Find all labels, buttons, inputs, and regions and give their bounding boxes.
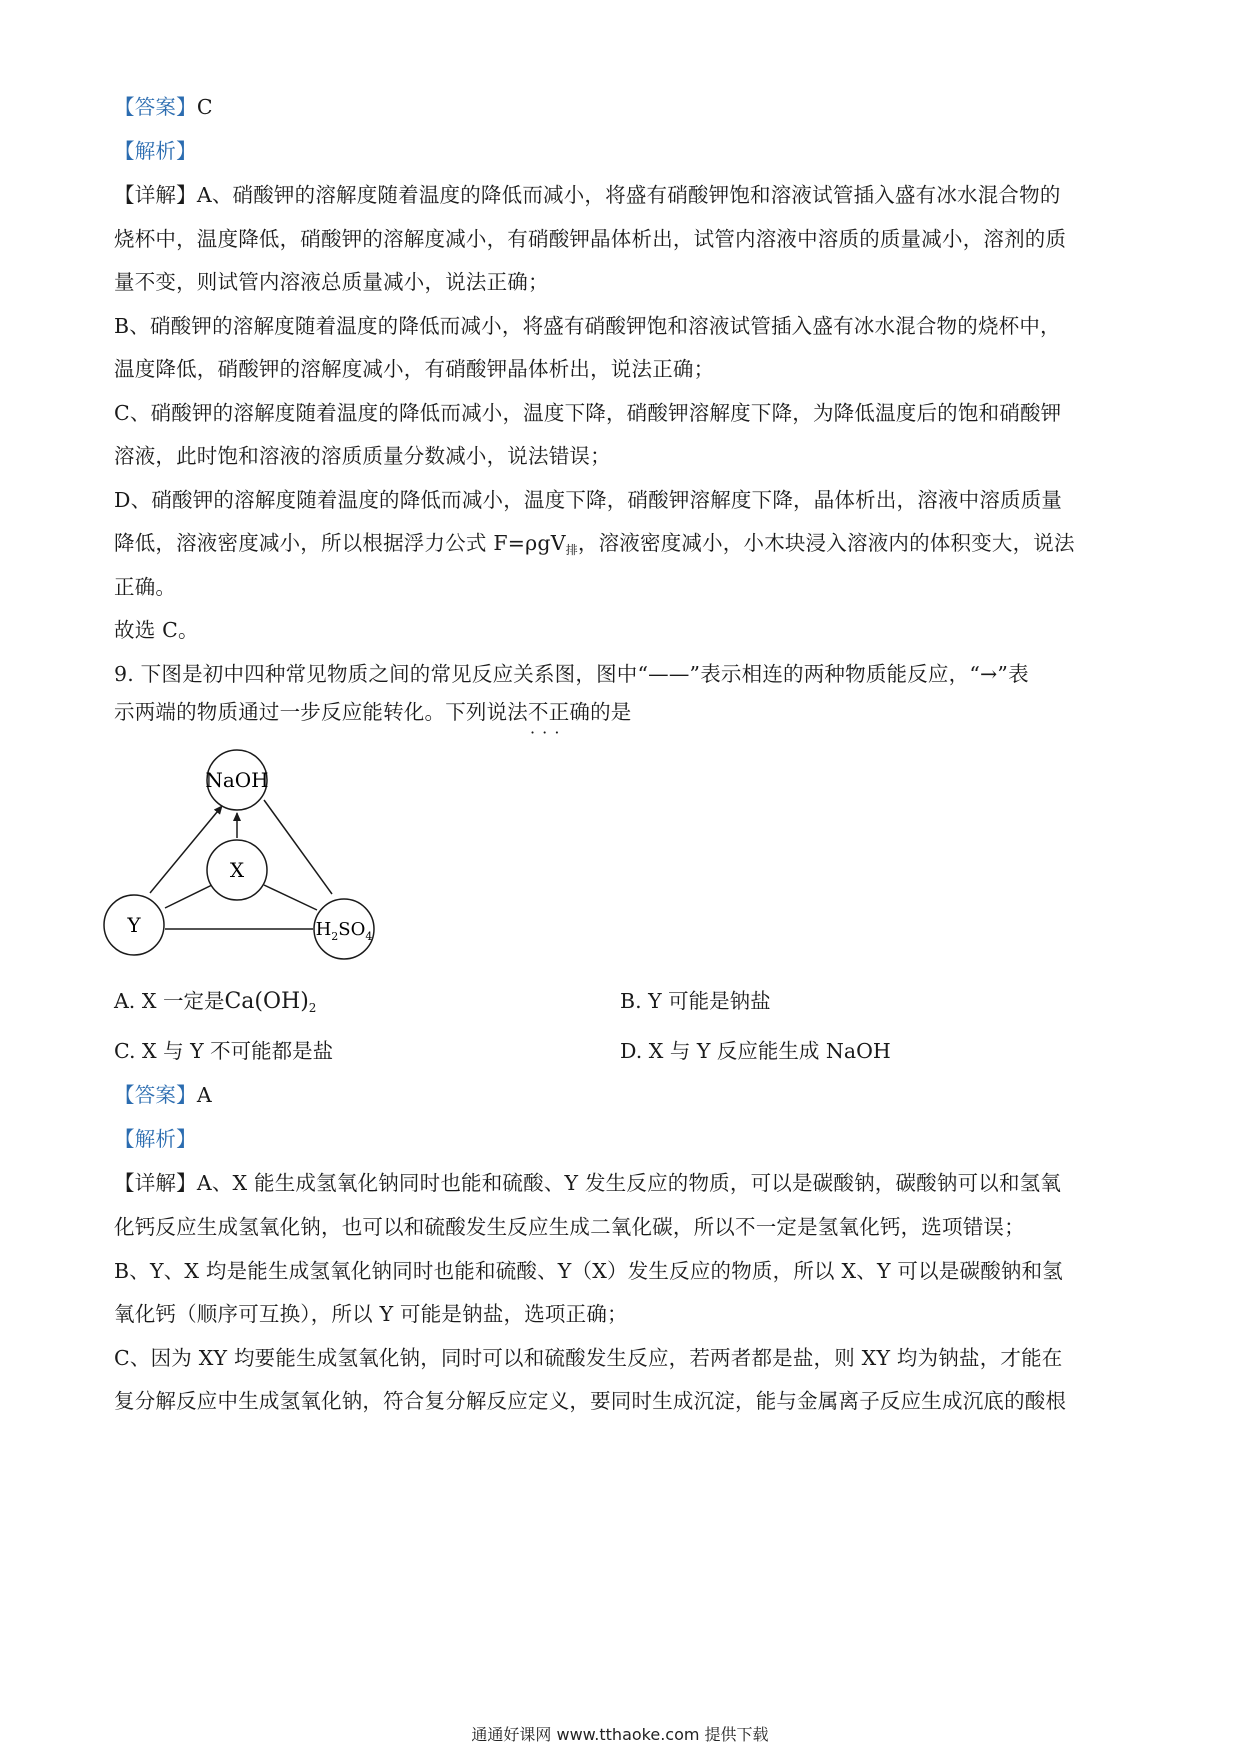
reaction-diagram — [100, 740, 400, 970]
answer-line-2 — [114, 1080, 212, 1110]
answer-tag: 【答案】 — [114, 95, 197, 119]
option-a-subscript: 2 — [308, 1001, 317, 1015]
option-d: D. X 与 Y 反应能生成 NaOH — [620, 1039, 891, 1063]
text-line: A、硝酸钾的溶解度随着温度的降低而减小，将盛有硝酸钾饱和溶液试管插入盛有冰水混合物的 — [196, 183, 1061, 207]
line-y-x — [165, 885, 212, 908]
detail-tag: 【详解】 — [114, 1171, 197, 1195]
analysis-heading-2 — [114, 1124, 197, 1154]
answer-tag: 【答案】 — [114, 1083, 197, 1107]
text-line: 故选 C。 — [114, 618, 199, 642]
node-h2so4-label — [316, 919, 373, 943]
option-a — [114, 986, 316, 1023]
stem-emphasis: 不正确 · · · — [528, 700, 590, 724]
text-line: 溶液，此时饱和溶液的溶质质量分数减小，说法错误； — [114, 444, 611, 468]
node-naoh-label: NaOH — [205, 768, 269, 792]
analysis-tag: 【解析】 — [114, 1127, 197, 1151]
option-b: B. Y 可能是钠盐 — [620, 989, 771, 1013]
text-line: 温度降低，硝酸钾的溶解度减小，有硝酸钾晶体析出，说法正确； — [114, 357, 715, 381]
detail-line-2 — [114, 1168, 1061, 1198]
h2so4-sub4: 4 — [365, 930, 373, 943]
line-naoh-h2so4 — [264, 800, 332, 894]
option-c: C. X 与 Y 不可能都是盐 — [114, 1039, 334, 1063]
h2so4-h: H — [315, 919, 332, 940]
node-y-label: Y — [127, 913, 141, 937]
text-line: C、硝酸钾的溶解度随着温度的降低而减小，温度下降，硝酸钾溶解度下降，为降低温度后的饱和硝酸钾 — [114, 401, 1062, 425]
detail-line-1 — [114, 180, 1061, 210]
text-line: 复分解反应中生成氢氧化钠，符合复分解反应定义，要同时生成沉淀，能与金属离子反应生成沉底的酸根 — [114, 1389, 1067, 1413]
line-x-h2so4 — [264, 885, 317, 910]
buoyancy-pre: 降低，溶液密度减小，所以根据浮力公式 F=ρgV — [114, 531, 566, 555]
text-line: B、Y、X 均是能生成氢氧化钠同时也能和硫酸、Y（X）发生反应的物质，所以 X、Y 可以是碳酸钠和氢 — [114, 1259, 1063, 1283]
analysis-heading-1 — [114, 136, 197, 166]
text-line: 正确。 — [114, 575, 177, 599]
text-line: B、硝酸钾的溶解度随着温度的降低而减小，将盛有硝酸钾饱和溶液试管插入盛有冰水混合物的烧杯中， — [114, 314, 1061, 338]
node-x-label: X — [229, 858, 245, 882]
h2so4-sub2: 2 — [331, 930, 339, 943]
stem-pre: 示两端的物质通过一步反应能转化。下列说法 — [114, 700, 528, 724]
option-a-formula: Ca(OH) — [224, 989, 309, 1014]
question-stem-line-1: 9. 下图是初中四种常见物质之间的常见反应关系图，图中“——”表示相连的两种物质能反应，“→”表 — [114, 662, 1029, 686]
text-line: 量不变，则试管内溶液总质量减小，说法正确； — [114, 270, 549, 294]
text-line: A、X 能生成氢氧化钠同时也能和硫酸、Y 发生反应的物质，可以是碳酸钠，碳酸钠可以和氢氧 — [196, 1171, 1062, 1195]
detail-tag: 【详解】 — [114, 183, 197, 207]
text-line-buoyancy — [114, 528, 1075, 565]
analysis-tag: 【解析】 — [114, 139, 197, 163]
answer-line-1 — [114, 92, 213, 122]
answer-value: A — [196, 1083, 212, 1107]
stem-post: 的是 — [590, 700, 632, 724]
buoyancy-subscript: 排 — [565, 543, 578, 557]
text-line: 氧化钙（顺序可互换），所以 Y 可能是钠盐，选项正确； — [114, 1302, 628, 1326]
answer-value: C — [196, 95, 213, 119]
footer-watermark: 通通好课网 www.tthaoke.com 提供下载 — [471, 1725, 769, 1744]
text-line: C、因为 XY 均要能生成氢氧化钠，同时可以和硫酸发生反应，若两者都是盐，则 XY 均为钠盐，才能在 — [114, 1346, 1063, 1370]
text-line: 烧杯中，温度降低，硝酸钾的溶解度减小，有硝酸钾晶体析出，试管内溶液中溶质的质量减小，溶剂的质 — [114, 227, 1067, 251]
text-line: D、硝酸钾的溶解度随着温度的降低而减小，温度下降，硝酸钾溶解度下降，晶体析出，溶液中溶质质量 — [114, 488, 1063, 512]
option-a-text: A. X 一定是 — [114, 989, 225, 1013]
h2so4-so: SO — [338, 919, 366, 940]
buoyancy-post: ，溶液密度减小，小木块浸入溶液内的体积变大，说法 — [577, 531, 1075, 555]
question-stem-line-2 — [114, 697, 632, 727]
text-line: 化钙反应生成氢氧化钠，也可以和硫酸发生反应生成二氧化碳，所以不一定是氢氧化钙，选项错误； — [114, 1215, 1025, 1239]
